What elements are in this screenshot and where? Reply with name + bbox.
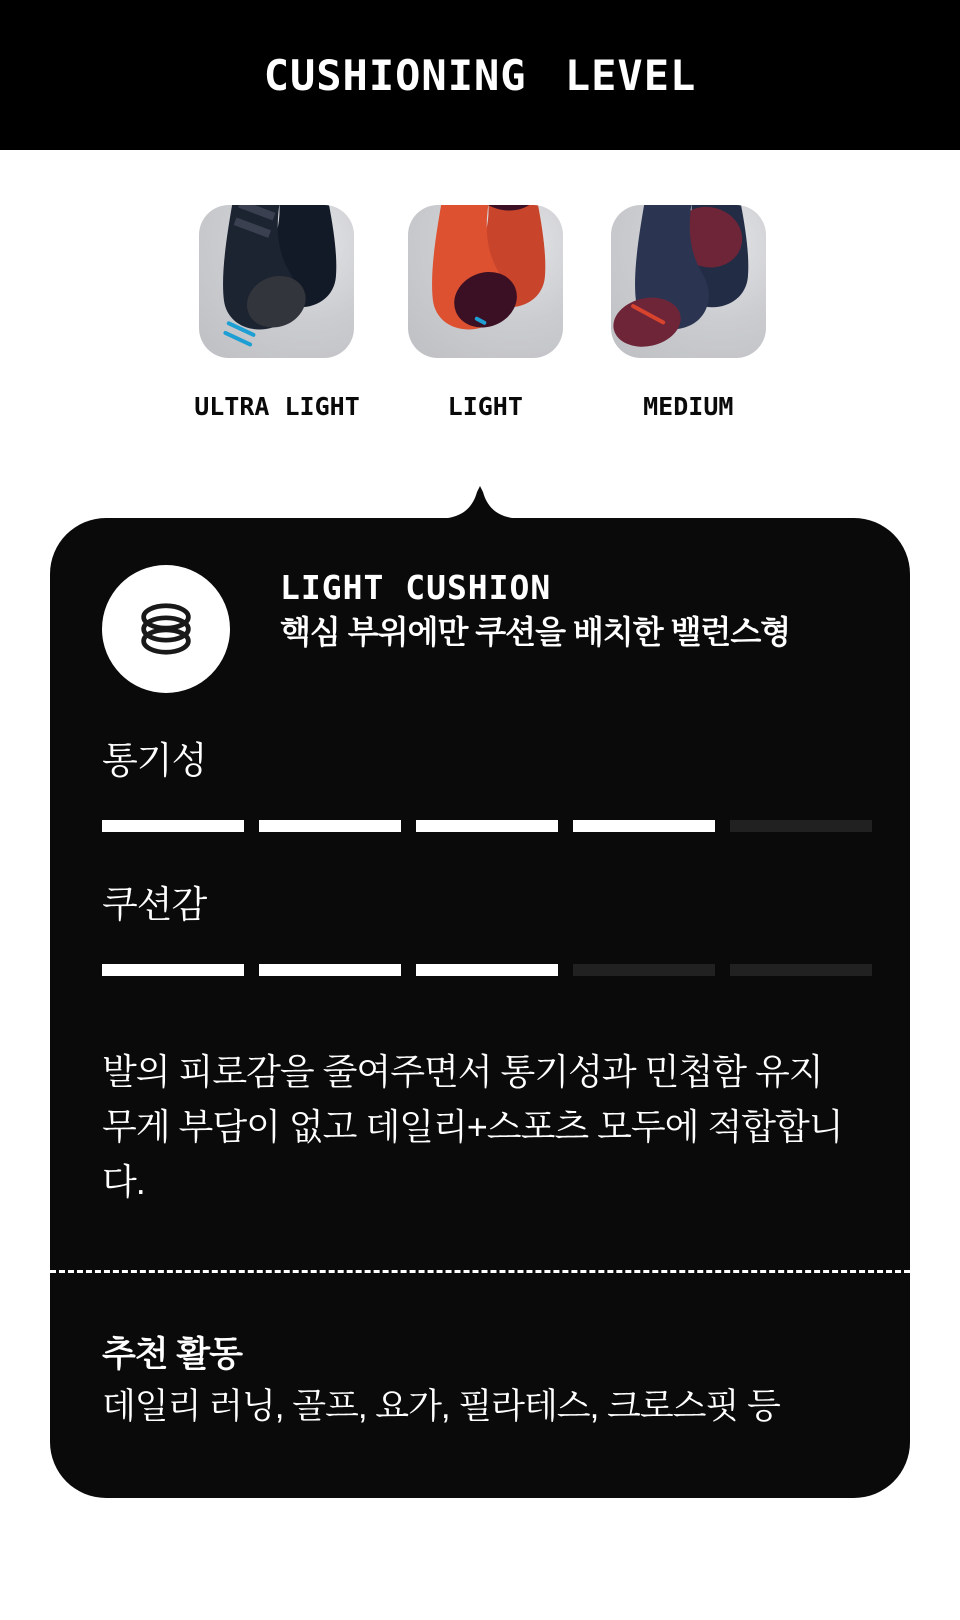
- cushion-coil-icon: [102, 565, 230, 693]
- rating-segment-filled: [416, 820, 558, 832]
- metric-label-cushioning: 쿠션감: [102, 884, 207, 925]
- recommended-activities-list: 데일리 러닝, 골프, 요가, 필라테스, 크로스핏 등: [102, 1387, 780, 1426]
- card-titles: [280, 565, 790, 652]
- rating-segment-empty: [573, 964, 715, 976]
- light-cushion-card-wrap: [50, 518, 910, 1498]
- rating-segment-filled: [416, 964, 558, 976]
- rating-segment-filled: [259, 820, 401, 832]
- metric-label-breathability: 통기성: [102, 740, 207, 781]
- recommended-activities-title: 추천 활동: [102, 1335, 242, 1374]
- rating-segment-filled: [259, 964, 401, 976]
- card-pointer-tail: [448, 486, 512, 518]
- tile-ultra-light: [194, 205, 360, 422]
- rating-bar-cushioning: [102, 964, 872, 976]
- page-title: CUSHIONING LEVEL: [263, 50, 697, 100]
- medium-socks-image: [611, 205, 766, 358]
- rating-segment-filled: [573, 820, 715, 832]
- page-header: [0, 0, 960, 150]
- tile-light: [408, 205, 563, 422]
- description-line-1: 발의 피로감을 줄여주면서 통기성과 민첩함 유지: [102, 1051, 823, 1092]
- tile-label-light: LIGHT: [447, 392, 523, 421]
- metric-breathability: [102, 738, 872, 832]
- description-line-2: 무게 부담이 없고 데일리+스포츠 모두에 적합합니다.: [102, 1106, 843, 1202]
- ultra-light-socks-image: [199, 205, 354, 358]
- rating-bar-breathability: [102, 820, 872, 832]
- light-socks-image: [408, 205, 563, 358]
- rating-segment-empty: [730, 820, 872, 832]
- metric-cushioning: [102, 882, 872, 976]
- rating-segment-empty: [730, 964, 872, 976]
- tile-label-ultra-light: ULTRA LIGHT: [194, 392, 360, 421]
- dashed-divider: [50, 1270, 910, 1273]
- tile-label-medium: MEDIUM: [643, 392, 734, 421]
- cushion-level-tiles: [0, 205, 960, 422]
- tile-medium: [611, 205, 766, 422]
- card-description: [102, 1044, 872, 1209]
- card-subtitle: 핵심 부위에만 쿠션을 배치한 밸런스형: [280, 614, 791, 650]
- rating-segment-filled: [102, 964, 244, 976]
- light-cushion-card: [50, 518, 910, 1498]
- card-title: LIGHT CUSHION: [280, 568, 552, 607]
- card-head: [102, 518, 872, 693]
- rating-segment-filled: [102, 820, 244, 832]
